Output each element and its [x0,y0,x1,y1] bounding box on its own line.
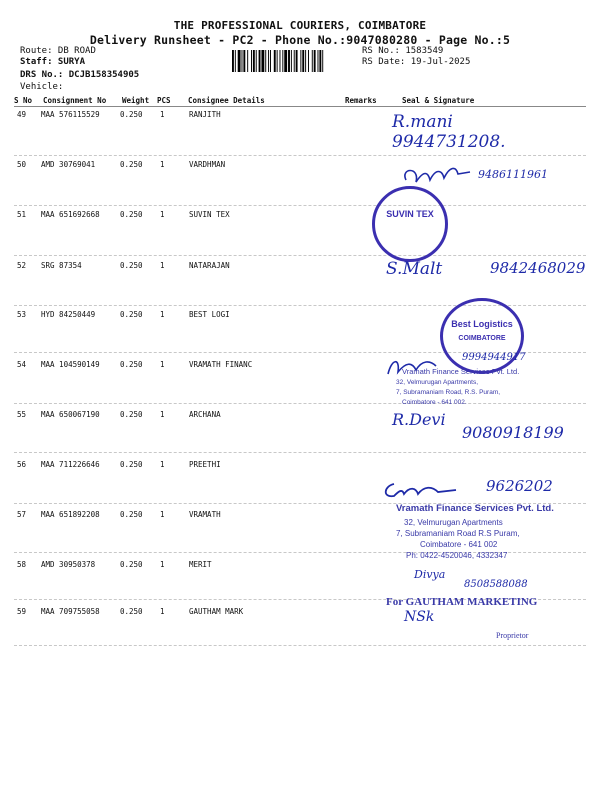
col-weight: Weight [122,96,150,105]
signature-58-phone: 8508588088 [464,579,528,590]
row-sno: 57 [17,510,27,519]
row-consignee: VRAMATH FINANC [189,360,253,369]
row-consignee: RANJITH [189,110,221,119]
rs-date: RS Date: 19-Jul-2025 [362,57,471,67]
row-pcs: 1 [160,510,165,519]
row-sno: 53 [17,310,27,319]
row-pcs: 1 [160,607,165,616]
row-pcs: 1 [160,261,165,270]
row-sno: 58 [17,560,27,569]
signature-56 [380,476,460,504]
row-consignment: MAA 104590149 [41,360,100,369]
route-label: Route: DB ROAD [20,46,96,56]
row-sno: 52 [17,261,27,270]
row-pcs: 1 [160,160,165,169]
row-consignee: BEST LOGI [189,310,230,319]
row-sno: 55 [17,410,27,419]
row-weight: 0.250 [120,410,143,419]
row-consignee: VRAMATH [189,510,221,519]
suvin-tex-stamp [372,186,448,262]
row-sno: 51 [17,210,27,219]
signature-52: S.Malt [386,259,443,279]
signature-56-phone: 9626202 [486,477,553,495]
row-sno: 56 [17,460,27,469]
company-title: THE PROFESSIONAL COURIERS, COIMBATORE [173,19,427,32]
vramath-stamp-54-addr2: 7, Subramaniam Road, R.S. Puram, [396,389,501,396]
row-divider [14,452,586,453]
col-consignment: Consignment No [43,96,107,105]
row-pcs: 1 [160,460,165,469]
row-weight: 0.250 [120,607,143,616]
row-sno: 54 [17,360,27,369]
vramath-stamp-54-addr3: Coimbatore - 641 002. [402,399,467,406]
vehicle-label: Vehicle: [20,82,64,92]
row-consignee: NATARAJAN [189,261,230,270]
runsheet-subtitle: Delivery Runsheet - PC2 - Phone No.:9047080280 - Page No.:5 [89,33,511,47]
signature-50-phone: 9486111961 [478,168,548,181]
row-consignee: ARCHANA [189,410,221,419]
col-pcs: PCS [157,96,171,105]
row-weight: 0.250 [120,210,143,219]
row-pcs: 1 [160,410,165,419]
row-consignment: MAA 651692668 [41,210,100,219]
row-pcs: 1 [160,560,165,569]
signature-52-phone: 9842468029 [490,259,586,277]
signature-55-phone: 9080918199 [462,423,564,442]
row-consignee: VARDHMAN [189,160,226,169]
row-pcs: 1 [160,360,165,369]
row-weight: 0.250 [120,160,143,169]
row-consignee: MERIT [189,560,212,569]
best-logistics-stamp-city: COIMBATORE [458,335,506,342]
row-pcs: 1 [160,110,165,119]
vramath-stamp-57-addr2: 7, Subramaniam Road R.S Puram, [396,529,520,538]
row-consignment: MAA 711226646 [41,460,100,469]
vramath-stamp-57-addr3: Coimbatore - 641 002 [420,540,498,549]
row-weight: 0.250 [120,560,143,569]
signature-59: NSk [404,609,435,625]
rs-number: RS No.: 1583549 [362,46,444,56]
row-pcs: 1 [160,310,165,319]
row-consignee: GAUTHAM MARK [189,607,244,616]
row-consignment: AMD 30769041 [41,160,96,169]
row-divider [14,205,586,206]
barcode [232,50,357,72]
vramath-stamp-57-name: Vramath Finance Services Pvt. Ltd. [396,503,554,514]
row-weight: 0.250 [120,510,143,519]
row-divider [14,645,586,646]
suvin-tex-stamp-text: SUVIN TEX [386,209,434,219]
row-pcs: 1 [160,210,165,219]
row-sno: 50 [17,160,27,169]
row-sno: 49 [17,110,27,119]
row-consignee: PREETHI [189,460,221,469]
col-seal: Seal & Signature [402,96,475,105]
row-divider [14,155,586,156]
row-weight: 0.250 [120,310,143,319]
row-weight: 0.250 [120,360,143,369]
row-consignee: SUVIN TEX [189,210,230,219]
gautham-stamp-name: For GAUTHAM MARKETING [386,596,538,608]
row-weight: 0.250 [120,460,143,469]
header-rule [14,106,586,107]
row-consignment: MAA 651892208 [41,510,100,519]
row-weight: 0.250 [120,261,143,270]
row-divider [14,403,586,404]
col-sno: S No [14,96,33,105]
signature-58: Divya [414,568,446,581]
row-consignment: AMD 30950378 [41,560,96,569]
row-consignment: MAA 650067190 [41,410,100,419]
col-consignee: Consignee Details [188,96,265,105]
row-sno: 59 [17,607,27,616]
vramath-stamp-54-addr1: 32, Velmurugan Apartments, [396,379,479,386]
col-remarks: Remarks [345,96,377,105]
signature-49-phone: 9944731208. [392,132,506,152]
signature-54-phone: 9994944917 [462,352,526,363]
best-logistics-stamp-text: Best Logistics [451,319,513,329]
signature-49: R.mani [392,112,453,132]
row-consignment: SRG 87354 [41,261,82,270]
row-divider [14,255,586,256]
row-consignment: MAA 576115529 [41,110,100,119]
signature-55: R.Devi [392,410,446,429]
row-weight: 0.250 [120,110,143,119]
row-consignment: MAA 709755058 [41,607,100,616]
vramath-stamp-57-addr1: 32, Velmurugan Apartments [404,518,503,527]
staff-label: Staff: SURYA [20,57,86,67]
drs-number: DRS No.: DCJB158354905 [20,70,140,80]
row-consignment: HYD 84250449 [41,310,96,319]
gautham-stamp-title: Proprietor [496,631,529,640]
vramath-stamp-57-phone: Ph: 0422-4520046, 4332347 [406,551,508,560]
vramath-stamp-54-name: Vramath Finance Services Pvt. Ltd. [402,367,520,376]
